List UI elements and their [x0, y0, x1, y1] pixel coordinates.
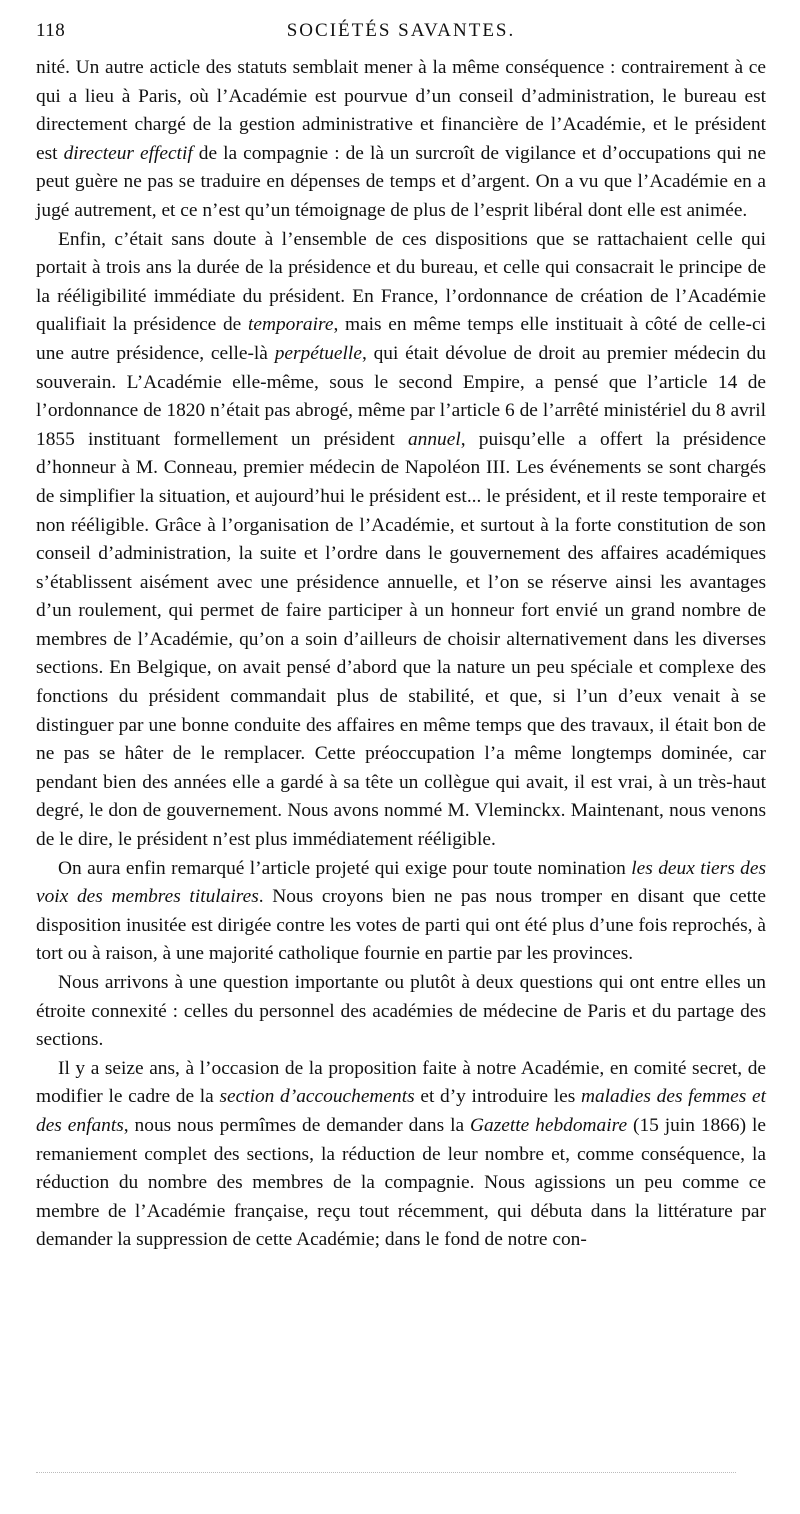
page-number: 118	[36, 20, 66, 41]
page-header	[36, 20, 766, 54]
italic-phrase: temporaire	[247, 314, 334, 336]
italic-phrase: section d’accouchements	[219, 1086, 415, 1108]
text-run: et d’y introduire les	[414, 1086, 581, 1108]
text-run: (15 juin 1866) le remaniement complet des sections, la réduction de leur nombre et, comme conséquence, la réduction du nombre des membres de la compagnie. Nous agissions un peu comme ce membre de l’Académie française, reçu tout récemment, qui débuta dans la littérature par demander la suppression de cette Académie; dans le fond de notre con-	[36, 1114, 766, 1251]
text-run: , mais en même temps elle instituait à côté de celle-ci une autre présidence, celle-là	[36, 314, 766, 364]
italic-phrase: perpétuelle	[274, 342, 362, 364]
body-text	[36, 54, 766, 1255]
italic-phrase: annuel	[407, 428, 461, 450]
paragraph-4	[36, 969, 766, 1055]
text-run: , nous nous permîmes de demander dans la	[123, 1114, 470, 1136]
text-run: , puisqu’elle a offert la présidence d’honneur à M. Conneau, premier médecin de Napoléon III. Les événements se sont chargés de simplifier la situation, et aujourd’hui le président est... le président, et il reste temporaire et non rééligible. Grâce à l’organisation de l’Académie, et surtout à la forte constitution de son conseil d’administration, la suite et l’ordre dans le gouvernement des affaires académiques s’établissent aisément avec une présidence annuelle, et l’on se réserve ainsi les avantages d’un roulement, qui permet de faire participer à un honneur fort envié un grand nombre de membres de l’Académie, qu’on a soin d’ailleurs de choisir alternativement dans les diverses sections. En Belgique, on avait pensé d’abord que la nature un peu spéciale et complexe des fonctions du président commandait plus de stabilité, et que, si l’un d’eux venait à se distinguer par une bonne conduite des affaires en même temps que des travaux, il était bon de ne pas se hâter de le remplacer. Cette préoccupation l’a même longtemps dominée, car pendant bien des années elle a gardé à sa tête un collègue qui avait, il est vrai, à un très-haut degré, le don de gouvernement. Nous avons nommé M. Vleminckx. Maintenant, nous venons de le dire, le président n’est plus immédiatement rééligible.	[36, 428, 766, 851]
paragraph-5	[36, 1055, 766, 1255]
italic-phrase: maladies des femmes et des enfants	[36, 1086, 766, 1136]
running-title: SOCIÉTÉS SAVANTES.	[286, 20, 516, 41]
italic-phrase: les deux tiers des voix des membres titulaires	[36, 857, 767, 908]
italic-phrase: Gazette hebdomaire	[470, 1114, 628, 1136]
text-run: On aura enfin remarqué l’article projeté qui exige pour toute nomination	[58, 857, 632, 879]
text-run: Nous arrivons à une question importante ou plutôt à deux questions qui ont entre elles un étroite connexité : celles du personnel des académies de médecine de Paris et du partage des sections.	[36, 972, 766, 1051]
paragraph-3	[36, 855, 766, 969]
paragraph-2	[36, 226, 766, 855]
text-run: Il y a seize ans, à l’occasion de la proposition faite à notre Académie, en comité secret, de modifier le cadre de la	[36, 1057, 766, 1108]
text-run: . Nous croyons bien ne pas nous tromper en disant que cette disposition inusitée est dirigée contre les votes de parti qui ont été plus d’une fois reprochés, à tort ou à raison, à une majorité catholique fournie en partie par les provinces.	[36, 886, 766, 965]
paragraph-1	[36, 54, 766, 226]
scan-footer-noise	[36, 1468, 736, 1473]
italic-phrase: directeur effectif	[63, 142, 193, 164]
text-run: Enfin, c’était sans doute à l’ensemble de ces dispositions que se rattachaient celle qui portait à trois ans la durée de la présidence et du bureau, et celle qui consacrait le principe de la rééligibilité immédiate du président. En France, l’ordonnance de création de l’Académie qualifiait la présidence de	[36, 228, 766, 336]
text-run: , qui était dévolue de droit au premier médecin du souverain. L’Académie elle-même, sous le second Empire, a pensé que l’article 14 de l’ordonnance de 1820 n’était pas abrogé, même par l’article 6 de l’arrêté ministériel du 8 avril 1855 instituant formellement un président	[36, 342, 766, 450]
text-run: nité. Un autre acticle des statuts semblait mener à la même conséquence : contrairement à ce qui a lieu à Paris, où l’Académie est pourvue d’un conseil d’administration, le bureau est directement chargé de la gestion administrative et financière de l’Académie, et le président est	[36, 57, 766, 164]
text-run: de la compagnie : de là un surcroît de vigilance et d’occupations qui ne peut guère ne pas se traduire en dépenses de temps et d’argent. On a vu que l’Académie en a jugé autrement, et ce n’est qu’un témoignage de plus de l’esprit libéral dont elle est animée.	[36, 142, 766, 221]
document-page	[36, 20, 766, 1255]
